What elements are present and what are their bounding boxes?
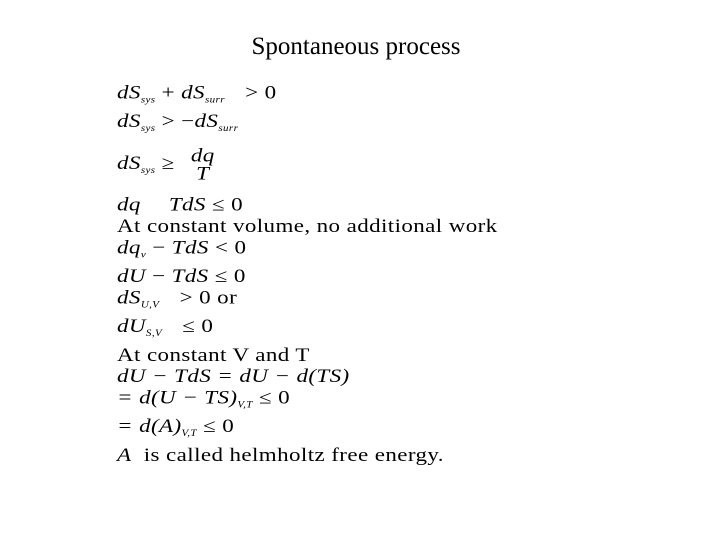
fraction (187, 144, 219, 184)
relation: ≤ 0 (258, 387, 291, 408)
equation-line: $dS_{sys} > -dS_{surr}$ (117, 110, 239, 134)
relation: > 0 (179, 287, 212, 308)
fraction-numerator: dq (190, 144, 215, 166)
equation-line: $dq_v$ − TdS < 0 (117, 236, 247, 260)
relation: > 0 (245, 82, 277, 103)
relation: ≤ 0 (211, 194, 244, 215)
equation-line: $dS_{sys} + dS_{surr} > 0$ (117, 82, 277, 105)
relation: ≤ 0 (214, 265, 246, 287)
equation-line: $dS_{sys}$ ≥ dq T (117, 143, 677, 191)
relation: < 0 (214, 236, 247, 258)
connector-word: or (217, 287, 238, 308)
text-line: At constant V and T (117, 344, 310, 365)
fraction-denominator: T (196, 162, 210, 184)
equation-line: $dU_{S,V} \le 0$ (117, 315, 214, 339)
equation-line: = $d(U - TS)_{V,T} \le 0$ (117, 387, 291, 410)
equation-block (117, 82, 677, 466)
text-line: A is called helmholtz free energy. (117, 444, 444, 465)
equation-line: dU − TdS ≤ 0 (117, 265, 246, 287)
relation: > − (161, 110, 195, 132)
equation-line: = $d(A)_{V,T} \le 0$ (117, 415, 235, 439)
expression: dU − TdS = dU − d(TS) (117, 365, 350, 387)
equation-line: $dS_{U,V} > 0$ or (117, 287, 238, 310)
relation: ≤ 0 (182, 315, 214, 337)
relation: ≥ (161, 152, 175, 174)
slide-title: Spontaneous process (251, 33, 461, 60)
equation-line (117, 366, 677, 387)
equation-line: dq TdS ≤ 0 (117, 194, 244, 215)
expression: = d(U − TS) (117, 387, 238, 408)
text-line: At constant volume, no additional work (117, 215, 498, 237)
relation: ≤ 0 (203, 415, 235, 437)
definition-text: is called helmholtz free energy. (143, 444, 444, 465)
expression: = d(A) (117, 415, 182, 437)
